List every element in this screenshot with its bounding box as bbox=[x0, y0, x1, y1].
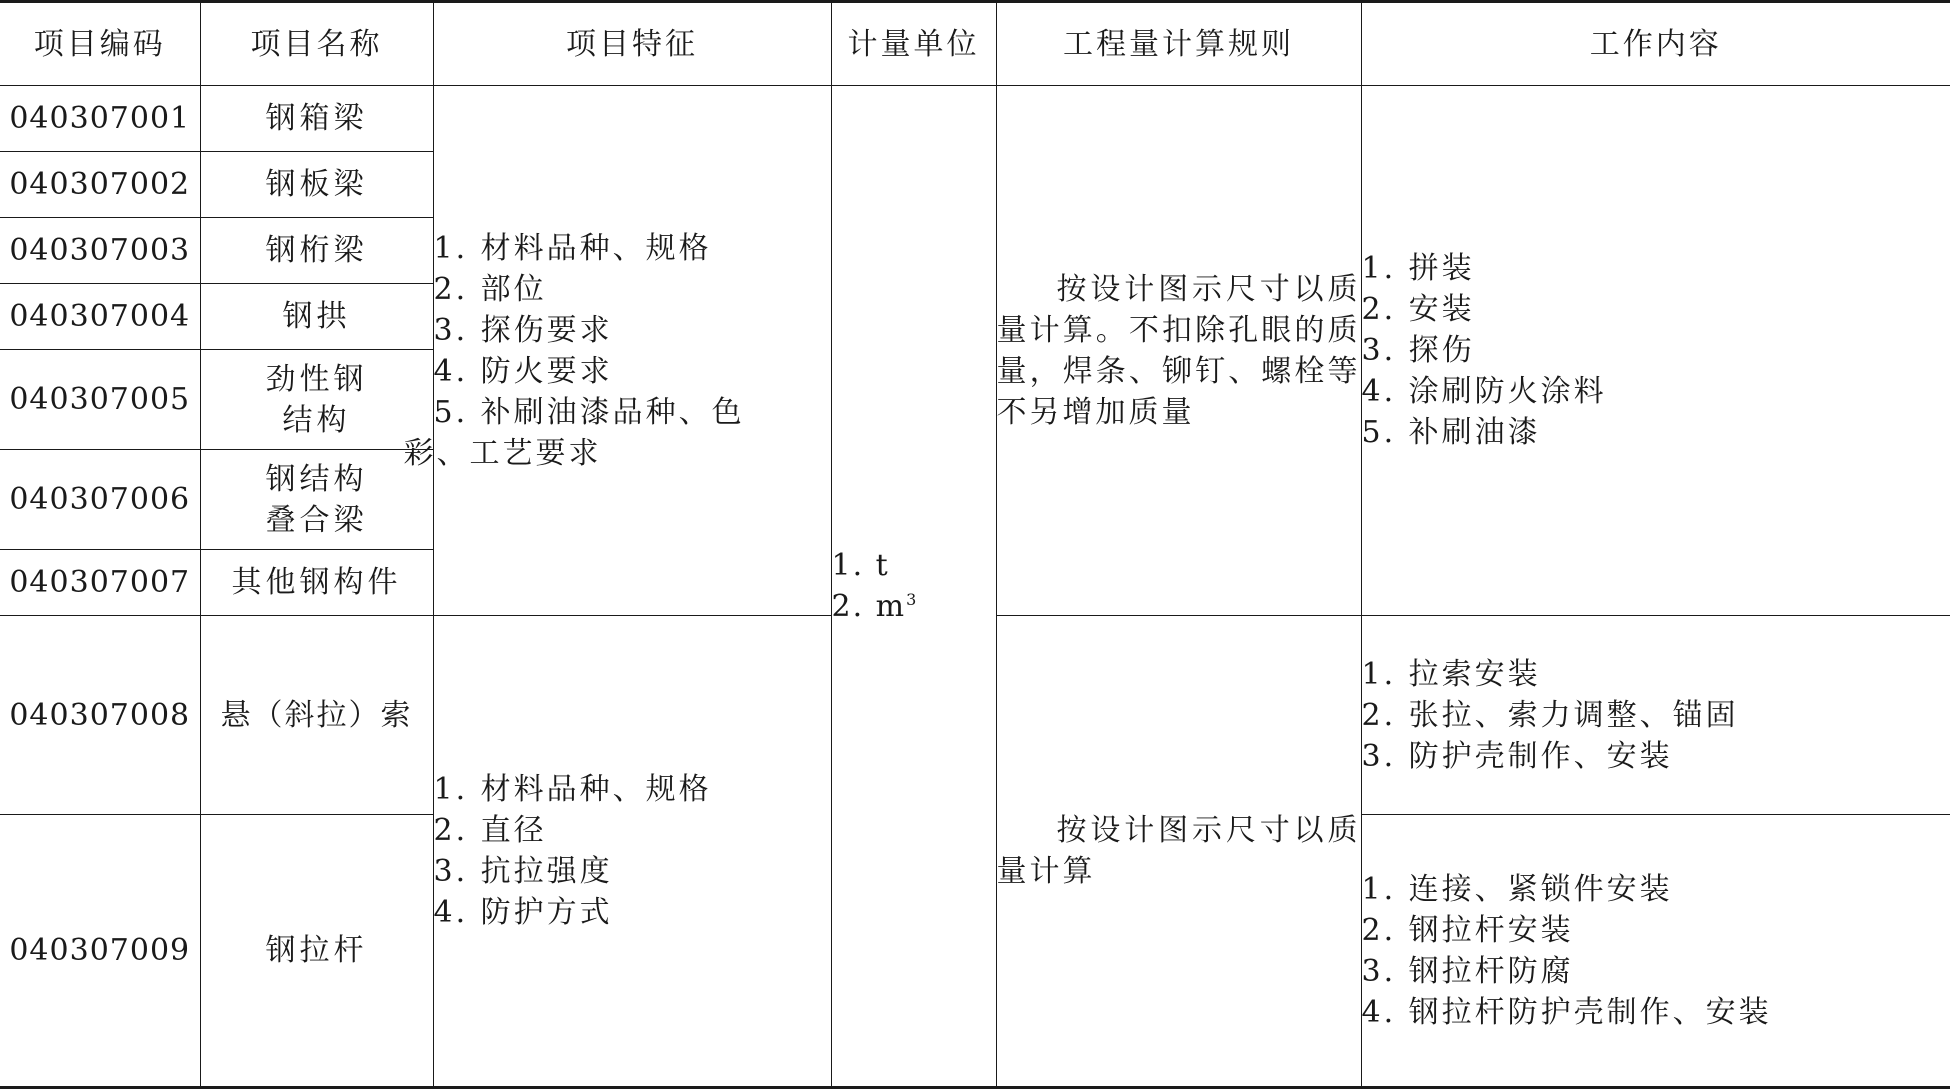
item-name-line: 结构 bbox=[282, 402, 351, 438]
item-name-line: 叠合梁 bbox=[265, 502, 368, 538]
features-group-2 bbox=[433, 616, 831, 1088]
item-name bbox=[200, 284, 433, 350]
header-item-name: 项目名称 bbox=[200, 2, 433, 86]
item-code: 040307002 bbox=[0, 152, 200, 218]
header-item-code: 项目编码 bbox=[0, 2, 200, 86]
work-content-group-1 bbox=[1361, 86, 1950, 616]
unit-line-1: 1. t bbox=[831, 548, 890, 583]
unit-cell bbox=[831, 86, 996, 1088]
work-line: 1. 拼装 bbox=[1361, 251, 1475, 286]
work-line: 2. 张拉、索力调整、锚固 bbox=[1361, 697, 1739, 733]
item-code: 040307004 bbox=[0, 284, 200, 350]
feature-line: 2. 直径 bbox=[433, 813, 547, 848]
calc-rule-group-1 bbox=[996, 86, 1361, 616]
header-row bbox=[0, 2, 1950, 86]
item-name-line: 其他钢构件 bbox=[231, 565, 402, 600]
item-name-line: 钢拱 bbox=[282, 299, 351, 334]
item-name-line: 钢箱梁 bbox=[265, 101, 368, 136]
unit-line-2-text: 2. m bbox=[831, 589, 907, 624]
item-code: 040307006 bbox=[0, 450, 200, 550]
item-name bbox=[200, 350, 433, 450]
work-line: 5. 补刷油漆 bbox=[1361, 415, 1541, 450]
work-line: 4. 涂刷防火涂料 bbox=[1361, 374, 1607, 409]
feature-line: 4. 防火要求 bbox=[433, 353, 613, 389]
feature-line: 1. 材料品种、规格 bbox=[433, 230, 712, 266]
header-item-features: 项目特征 bbox=[433, 2, 831, 86]
item-name bbox=[200, 86, 433, 152]
item-code: 040307001 bbox=[0, 86, 200, 152]
item-code: 040307007 bbox=[0, 550, 200, 616]
header-unit: 计量单位 bbox=[831, 2, 996, 86]
calc-rule-text: 按设计图示尺寸以质量计算。不扣除孔眼的质量，焊条、铆钉、螺栓等不另增加质量 bbox=[996, 271, 1361, 430]
item-name-line: 劲性钢 bbox=[265, 361, 368, 397]
feature-line: 2. 部位 bbox=[433, 271, 547, 307]
item-code: 040307009 bbox=[0, 815, 200, 1088]
feature-line: 5. 补刷油漆品种、色 bbox=[433, 394, 745, 430]
header-calc-rule: 工程量计算规则 bbox=[996, 2, 1361, 86]
work-line: 3. 防护壳制作、安装 bbox=[1361, 738, 1673, 774]
item-name bbox=[200, 616, 433, 815]
work-line: 3. 探伤 bbox=[1361, 333, 1475, 368]
work-line: 1. 拉索安装 bbox=[1361, 656, 1541, 692]
work-line: 2. 钢拉杆安装 bbox=[1361, 912, 1574, 948]
item-name-line: 钢板梁 bbox=[265, 167, 368, 202]
work-line: 3. 钢拉杆防腐 bbox=[1361, 953, 1574, 989]
calc-rule-text: 按设计图示尺寸以质量计算 bbox=[996, 813, 1361, 889]
feature-line: 4. 防护方式 bbox=[433, 895, 613, 930]
feature-line: 1. 材料品种、规格 bbox=[433, 772, 712, 807]
item-code: 040307003 bbox=[0, 218, 200, 284]
feature-line: 3. 抗拉强度 bbox=[433, 854, 613, 889]
item-name-line: 钢拉杆 bbox=[265, 933, 368, 968]
work-line: 4. 钢拉杆防护壳制作、安装 bbox=[1361, 994, 1772, 1030]
features-group-1 bbox=[403, 86, 831, 616]
work-line: 2. 安装 bbox=[1361, 292, 1475, 327]
work-content-row-8 bbox=[1361, 616, 1950, 815]
unit-superscript: 3 bbox=[906, 590, 919, 609]
item-name-line: 悬（斜拉）索 bbox=[220, 697, 413, 733]
item-name bbox=[200, 152, 433, 218]
unit-line-2 bbox=[832, 586, 996, 627]
item-name-line: 钢桁梁 bbox=[265, 233, 368, 268]
item-name bbox=[200, 550, 433, 616]
feature-line: 3. 探伤要求 bbox=[433, 312, 613, 348]
item-code: 040307008 bbox=[0, 616, 200, 815]
item-name bbox=[200, 218, 433, 284]
header-work-content: 工作内容 bbox=[1361, 2, 1950, 86]
feature-line: 彩、工艺要求 bbox=[403, 435, 602, 471]
item-name bbox=[200, 450, 433, 550]
calc-rule-group-2 bbox=[996, 616, 1361, 1088]
work-line: 1. 连接、紧锁件安装 bbox=[1361, 871, 1673, 907]
item-name bbox=[200, 815, 433, 1088]
work-content-row-9 bbox=[1361, 815, 1950, 1088]
table-row bbox=[0, 86, 1950, 152]
item-code: 040307005 bbox=[0, 350, 200, 450]
item-name-line: 钢结构 bbox=[265, 461, 368, 497]
